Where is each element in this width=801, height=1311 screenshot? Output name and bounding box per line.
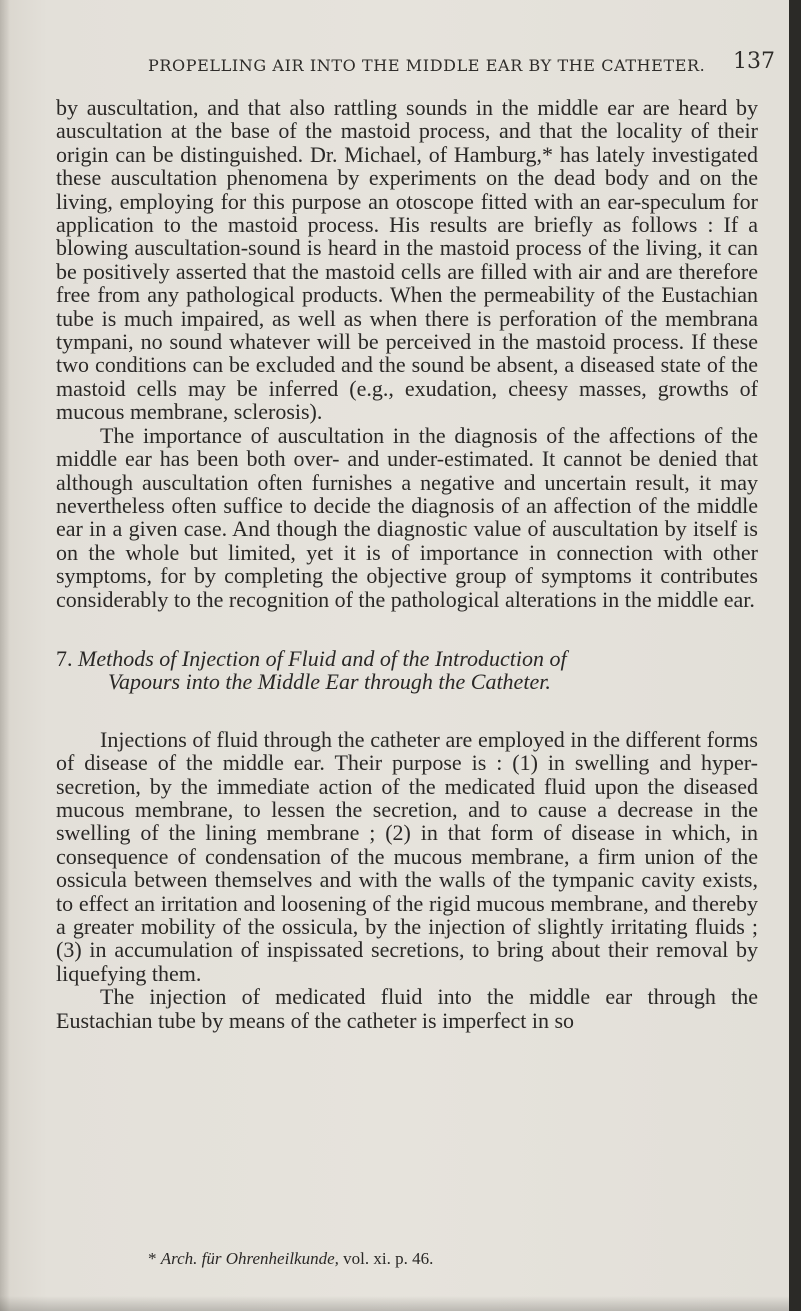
section-heading [56, 647, 758, 694]
body-text [56, 96, 758, 1032]
running-head: PROPELLING AIR INTO THE MIDDLE EAR BY THE CATHETER. [148, 56, 706, 75]
section-heading-line-2: Vapours into the Middle Ear through the Catheter. [108, 669, 551, 695]
section-heading-line-1: Methods of Injection of Fluid and of the Introduction of [78, 645, 567, 671]
paragraph-continued: by auscultation, and that also rattling sounds in the middle ear are heard by auscultation at the base of the mastoid process, and that the locality of their origin can be distinguished. Dr. Michael, of Hamburg,* has lately investigated these auscultation phenomena by experiments on the dead body and on the living, employing for this purpose an otoscope fitted with an ear-speculum for application to the mastoid process. His results are briefly as follows : If a blowing auscultation-sound is heard in the mastoid process of the living, it can be positively asserted that the mastoid cells are filled with air and are therefore free from any pathological products. When the permeability of the Eustachian tube is much impaired, as well as when there is perforation of the membrana tympani, no sound whatever will be perceived in the mastoid process. If these two conditions can be excluded and the sound be absent, a diseased state of the mastoid cells may be inferred (e.g., exudation, cheesy masses, growths of mucous membrane, sclerosis). [56, 95, 758, 425]
paragraph-injection-imperfect: The injection of medicated fluid into the middle ear through the Eustachian tube by means of the catheter is imperfect in so [56, 984, 758, 1033]
page-number: 137 [733, 49, 775, 74]
footnote-marker: * [148, 1249, 157, 1268]
page-bottom-edge [0, 1296, 790, 1311]
page-binding-shadow [0, 0, 10, 1311]
footnote-reference: vol. xi. p. 46. [343, 1249, 434, 1268]
footnote [148, 1249, 708, 1269]
scan-edge [789, 0, 801, 1311]
section-number: 7. [56, 645, 73, 671]
paragraph-injections: Injections of fluid through the catheter are employed in the different forms of disease of the middle ear. Their purpose is : (1) in swelling and hyper-secretion, by the immediate action of the medicated fluid upon the diseased mucous membrane, to lessen the secretion, and to cause a decrease in the swelling of the lining membrane ; (2) in that form of disease in which, in consequence of condensation of the mucous membrane, a firm union of the ossicula between themselves and with the walls of the tympanic cavity exists, to effect an irritation and loosening of the rigid mucous membrane, and thereby a greater mobility of the ossicula, by the injection of slightly irritating fluids ; (3) in accumulation of inspissated secretions, to bring about their removal by liquefying them. [56, 726, 758, 986]
footnote-journal: Arch. für Ohrenheilkunde, [160, 1249, 339, 1268]
paragraph-auscultation-importance: The importance of auscultation in the diagnosis of the affections of the middle ear has been both over- and under-estimated. It cannot be denied that although auscultation often furnishes a negative and uncertain result, it may nevertheless often suffice to decide the diagnosis of an affection of the middle ear in a given case. And though the diagnostic value of auscultation by itself is on the whole but limited, yet it is of importance in connection with other symptoms, for by completing the objective group of symptoms it contributes considerably to the recognition of the pathological alterations in the middle ear. [56, 422, 758, 612]
